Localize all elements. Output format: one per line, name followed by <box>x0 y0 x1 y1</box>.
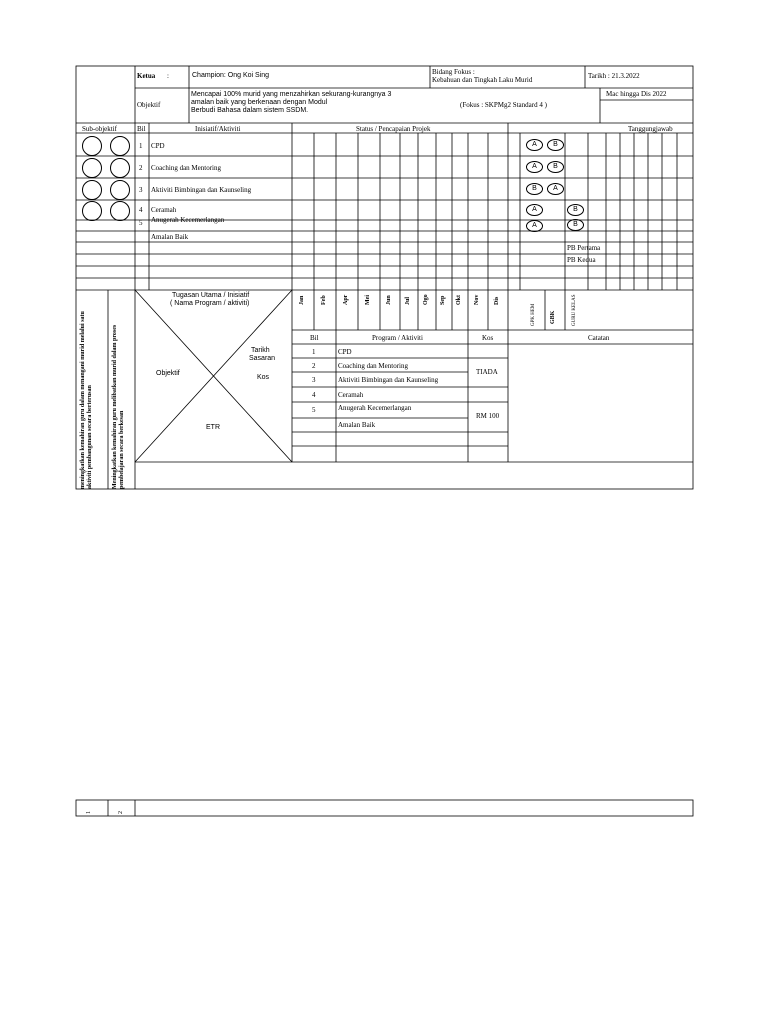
ketua-label: Ketua <box>137 72 156 80</box>
role-oval: A <box>547 183 564 195</box>
sub-objektif-circle <box>82 180 102 200</box>
objektif-line3: Berbudi Bahasa dalam sistem SSDM. <box>191 107 309 114</box>
subtable-row-name: Amalan Baik <box>338 421 376 429</box>
bidang-label: Bidang Fokus : <box>432 68 475 76</box>
sub-objektif-circle <box>82 158 102 178</box>
subtable-row-no: 5 <box>312 406 316 414</box>
kos-tiada: TIADA <box>476 368 498 376</box>
ketua-colon: : <box>167 72 169 80</box>
sub-objektif-circle <box>110 158 130 178</box>
role-oval: A <box>526 139 543 151</box>
diagram-sasaran: Sasaran <box>249 355 276 362</box>
sub-objektif-circle <box>110 201 130 221</box>
col-bil: Bil <box>137 125 146 133</box>
activity-name: Amalan Baik <box>151 233 189 241</box>
month-label: Jun <box>386 295 392 305</box>
col-inisiatif: Inisiatif/Aktiviti <box>195 125 241 133</box>
kos-rm: RM 100 <box>476 412 500 420</box>
objektif-line2: amalan baik yang berkenaan dengan Modul <box>191 99 328 106</box>
subtable-row-no: 1 <box>312 348 316 356</box>
strip-number: 1 <box>86 811 92 814</box>
pb-pertama: PB Pertama <box>567 244 601 252</box>
mac-hingga-dis: Mac hingga Dis 2022 <box>606 90 667 98</box>
subtable-row-name: Ceramah <box>338 391 364 399</box>
diagram-tarikh: Tarikh <box>251 347 270 354</box>
role-oval: B <box>567 204 584 216</box>
pb-kedua: PB Kedua <box>567 256 596 264</box>
role-oval: A <box>526 161 543 173</box>
activity-name: CPD <box>151 142 165 150</box>
objektif-label: Objektif <box>137 101 161 109</box>
col-tanggungjawab: Tanggungjawab <box>628 125 673 133</box>
activity-no: 1 <box>139 142 143 150</box>
sub-objektif-circle <box>110 136 130 156</box>
bidang-value: Kebahuan dan Tingkah Laku Murid <box>432 76 533 84</box>
diagram-kos: Kos <box>257 374 270 381</box>
activity-no: 4 <box>139 206 143 214</box>
role-oval: A <box>526 220 543 232</box>
subtable-row-no: 3 <box>312 376 316 384</box>
objektif-line1: Mencapai 100% murid yang menzahirkan sekurang-kurangnya 3 <box>191 91 392 98</box>
month-label: Sep <box>440 295 446 305</box>
subtable-row-name: Aktiviti Bimbingan dan Kaunseling <box>338 376 439 384</box>
subtable-row-no: 2 <box>312 362 316 370</box>
activity-no: 5 <box>139 219 143 227</box>
fokus-text: (Fokus : SKPMg2 Standard 4 ) <box>460 101 547 109</box>
subtable-program: Program / Aktiviti <box>372 334 423 342</box>
month-label: Feb <box>321 295 327 305</box>
role-oval: A <box>526 204 543 216</box>
month-label: Apr <box>343 294 349 305</box>
activity-name: Anugerah Kecemerlangan <box>151 216 225 224</box>
sub-objektif-circle <box>110 180 130 200</box>
sub-objektif-circle <box>82 201 102 221</box>
activity-name: Ceramah <box>151 206 177 214</box>
sub-objektif-2-text: Meningkatkan kemahiran guru melibatkan murid dalam proses pembelajaran secara berkesan <box>112 324 125 489</box>
role-oval: B <box>547 161 564 173</box>
diagram-nama-program: ( Nama Program / aktiviti) <box>170 300 250 307</box>
subtable-bil: Bil <box>310 334 319 342</box>
role-label: GPK HEM <box>531 303 536 326</box>
col-status: Status / Pencapaian Projek <box>356 125 431 133</box>
subtable-catatan: Catatan <box>588 334 610 342</box>
champion-name: Champion: Ong Koi Sing <box>192 72 270 79</box>
month-label: Nov <box>474 294 480 305</box>
role-label: GBK <box>550 310 556 324</box>
month-label: Dis <box>494 296 500 305</box>
sub-objektif-1-text: meningkatkan kemahiran guru dalam menangani murid melalui satu aktiviti pembangunan secara berterusan <box>80 311 93 489</box>
month-label: Okt <box>456 294 462 305</box>
tarikh: Tarikh : 21.3.2022 <box>588 72 640 80</box>
subtable-row-no: 4 <box>312 391 316 399</box>
subtable-kos: Kos <box>482 334 494 342</box>
activity-name: Coaching dan Mentoring <box>151 164 221 172</box>
diagram-tugasan: Tugasan Utama / Inisiatif <box>172 292 250 299</box>
month-label: Jul <box>405 296 411 305</box>
role-oval: B <box>567 219 584 231</box>
activity-no: 2 <box>139 164 143 172</box>
subtable-row-name: CPD <box>338 348 352 356</box>
month-label: Mei <box>365 295 371 305</box>
subtable-row-name: Anugerah Kecemerlangan <box>338 404 412 412</box>
subtable-row-name: Coaching dan Mentoring <box>338 362 408 370</box>
role-label: GURU KELAS <box>572 294 577 326</box>
role-oval: B <box>547 139 564 151</box>
activity-no: 3 <box>139 186 143 194</box>
col-sub-objektif: Sub-objektif <box>82 125 117 133</box>
diagram-etr: ETR <box>206 424 220 431</box>
month-label: Ogo <box>423 294 429 305</box>
sub-objektif-circle <box>82 136 102 156</box>
role-oval: B <box>526 183 543 195</box>
month-label: Jan <box>299 295 305 305</box>
strip-number: 2 <box>118 811 124 814</box>
diagram-objektif: Objektif <box>156 370 180 377</box>
activity-name: Aktiviti Bimbingan dan Kaunseling <box>151 186 252 194</box>
